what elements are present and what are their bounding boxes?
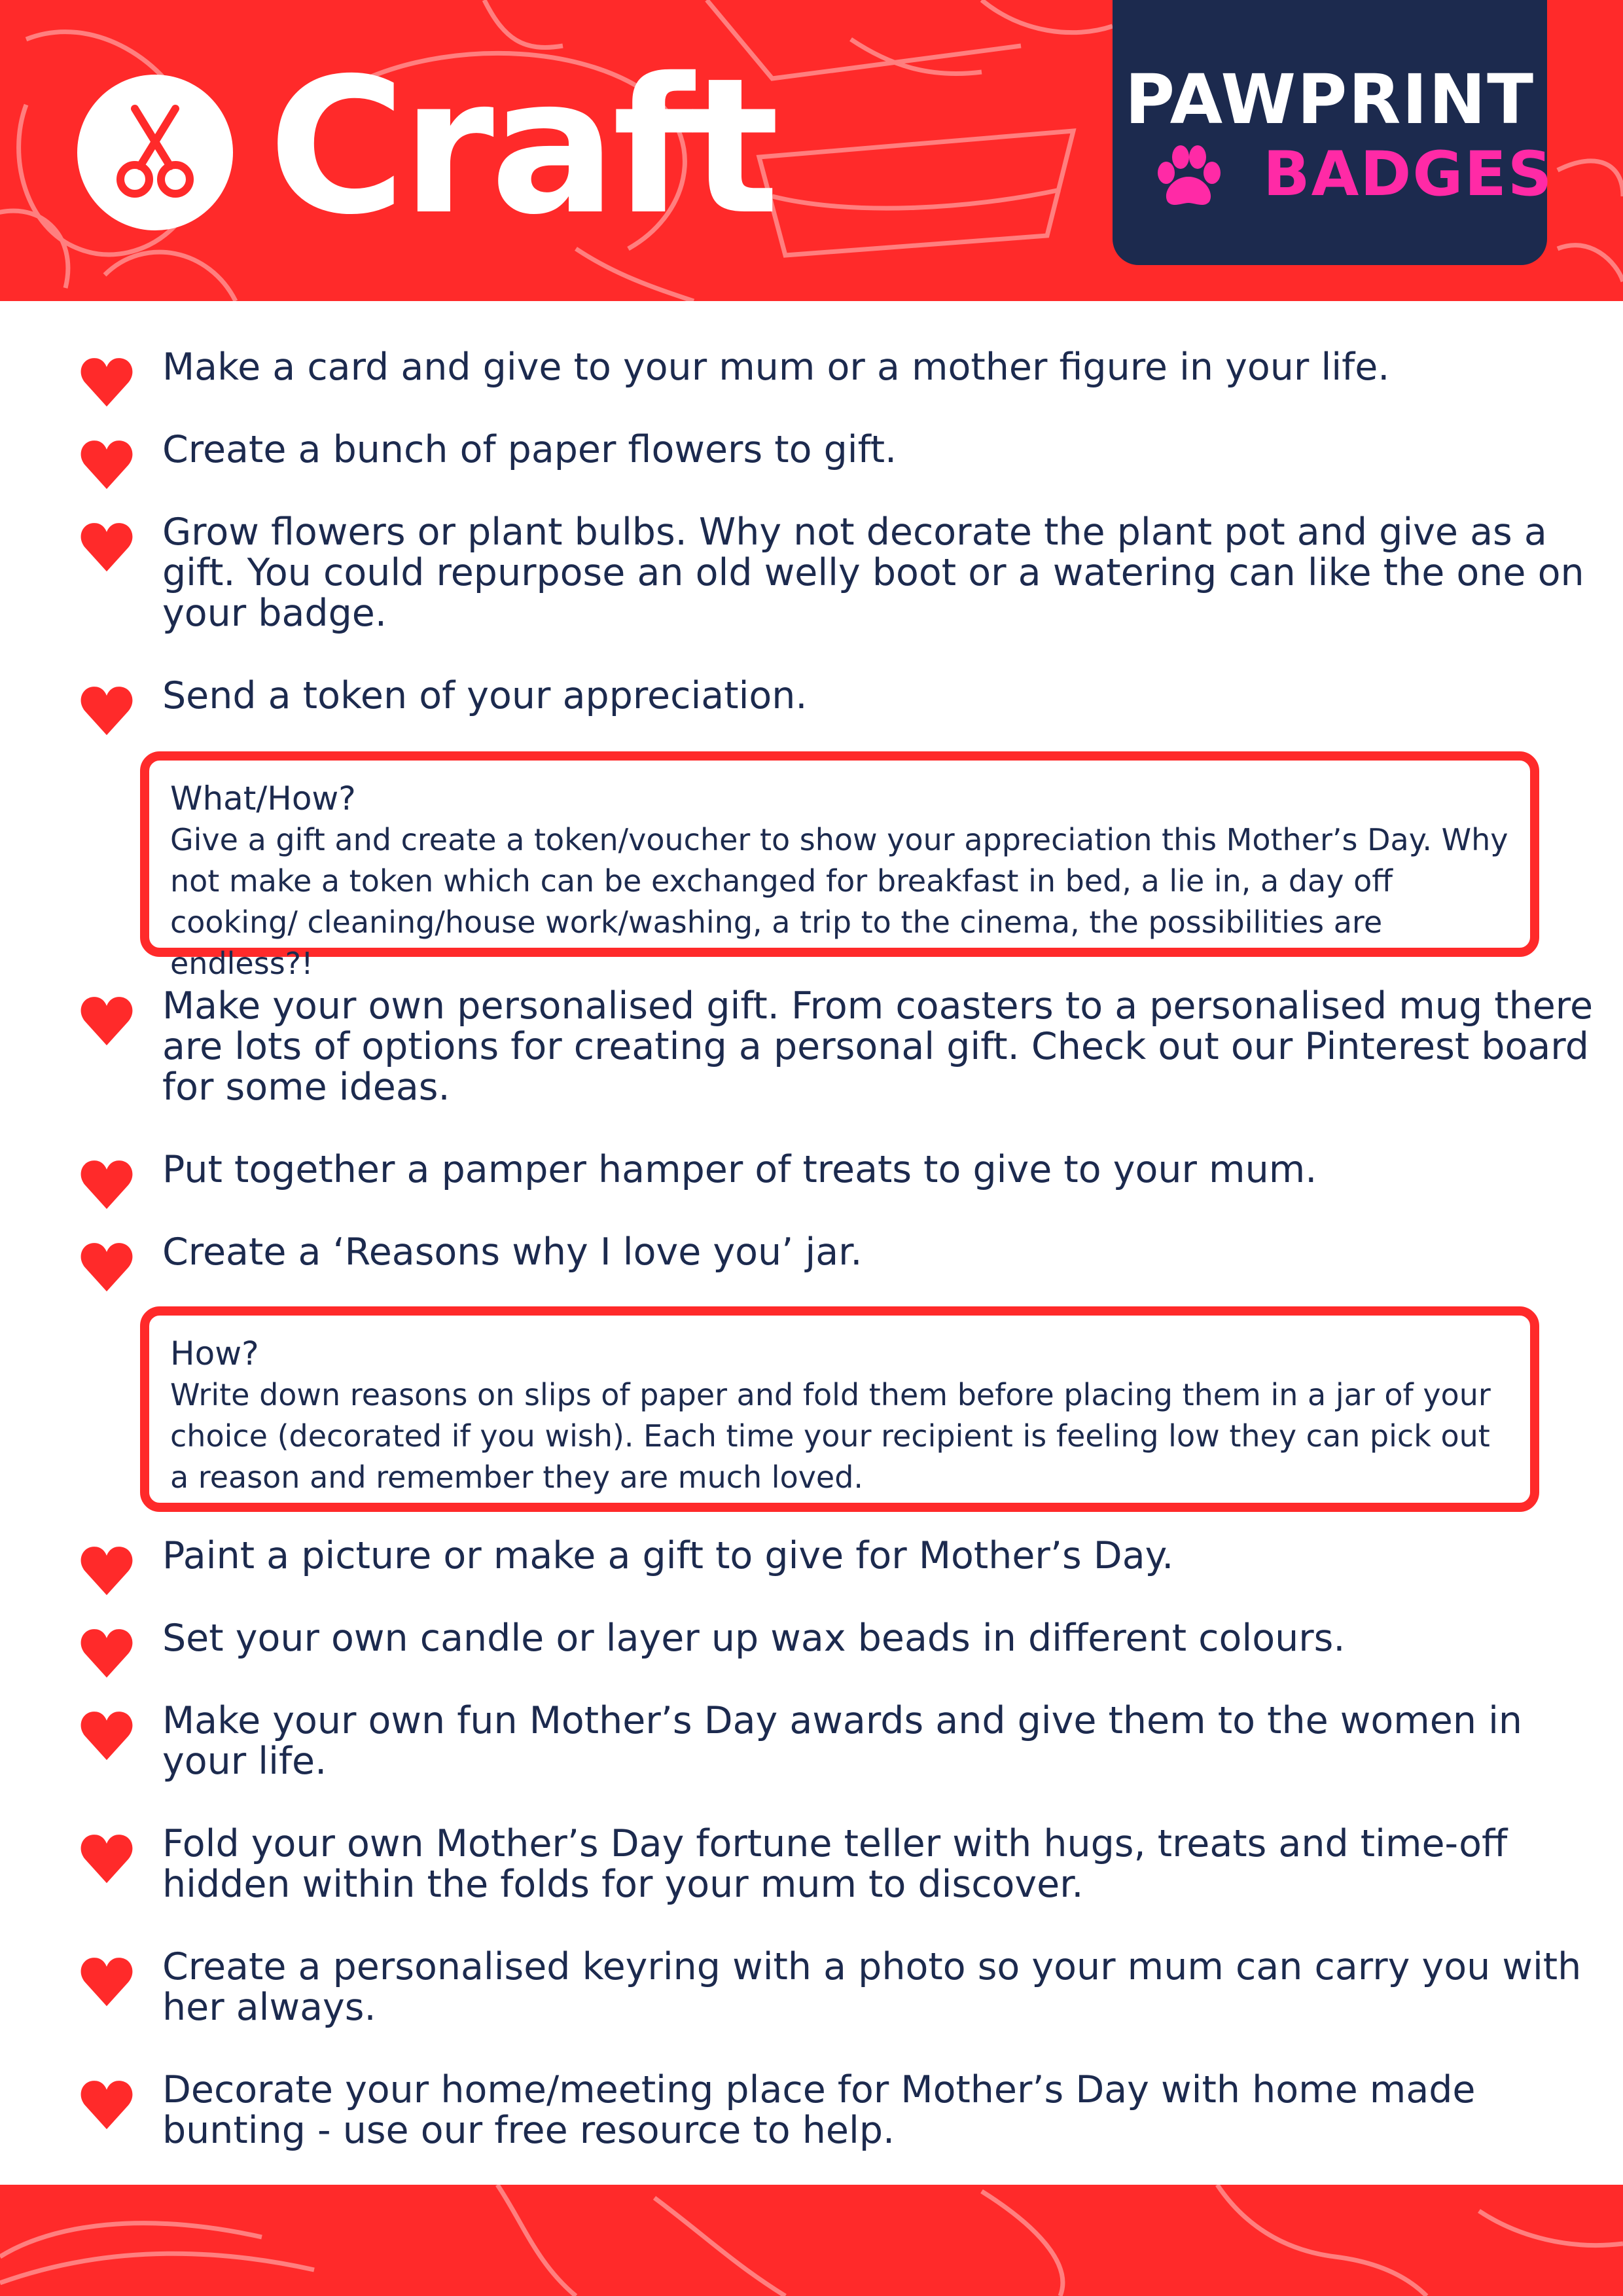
paw-icon [1152,144,1224,209]
info-box-title: What/How? [170,780,356,817]
list-item-text: Put together a pamper hamper of treats to give to your mum. [162,1148,1317,1191]
scissors-icon [106,103,204,202]
header-banner [0,0,1623,301]
list-item-text: Send a token of your appreciation. [162,674,808,717]
heart-icon [79,1831,135,1888]
heart-icon [79,1708,135,1765]
heart-icon [79,520,135,576]
info-box-body: Write down reasons on slips of paper and fold them before placing them in a jar of your choice (decorated if you wish). Each time your recipient is feeling low they can pick out a reason and remember they are much loved. [170,1377,1491,1495]
heart-icon [79,1626,135,1682]
page-title: Craft [268,39,776,256]
list-item-text: Paint a picture or make a gift to give for Mother’s Day. [162,1534,1174,1577]
info-box-what-how [140,751,1539,981]
heart-icon [79,355,135,411]
info-box-title: How? [170,1335,259,1372]
doodle-pattern [0,2185,1623,2296]
list-item-text: Set your own candle or layer up wax beads in different colours. [162,1617,1346,1660]
heart-icon [79,994,135,1050]
info-box-body: Give a gift and create a token/voucher to show your appreciation this Mother’s Day. Why not make a token which can be exchanged for breakfast in bed, a lie in, a day off cooking/ cleaning/house work/washing, a trip to the cinema, the possibilities are endless?! [170,822,1508,981]
list-item-text: Decorate your home/meeting place for Mother’s Day with home made bunting - use our free resource to help. [162,2068,1476,2152]
info-box-how [140,1306,1539,1512]
heart-icon [79,1157,135,1213]
list-item-text: Fold your own Mother’s Day fortune teller with hugs, treats and time-off hidden within the folds for your mum to discover. [162,1822,1508,1906]
heart-icon [79,683,135,740]
heart-icon [79,2077,135,2134]
list-item-text: Make your own personalised gift. From coasters to a personalised mug there are lots of options for creating a personal gift. Check out our Pinterest board for some ideas. [162,984,1594,1109]
heart-icon [79,1543,135,1600]
footer-banner [0,2185,1623,2296]
heart-icon [79,437,135,493]
heart-icon [79,1240,135,1296]
list-item-text: Create a ‘Reasons why I love you’ jar. [162,1230,863,1274]
brand-logo [1113,0,1554,265]
brand-name-line2: BADGES [1263,139,1554,210]
list-item-text: Create a personalised keyring with a photo so your mum can carry you with her always. [162,1945,1582,2029]
list-item-text: Make your own fun Mother’s Day awards and give them to the women in your life. [162,1699,1523,1783]
list-item-text: Grow flowers or plant bulbs. Why not decorate the plant pot and give as a gift. You could repurpose an old welly boot or a watering can like the one on your badge. [162,511,1584,635]
list-item-text: Make a card and give to your mum or a mother figure in your life. [162,346,1390,389]
scissors-icon-badge [77,75,233,230]
brand-name-line1: PAWPRINT [1124,60,1535,139]
heart-icon [79,1954,135,2011]
list-item-text: Create a bunch of paper flowers to gift. [162,428,897,471]
